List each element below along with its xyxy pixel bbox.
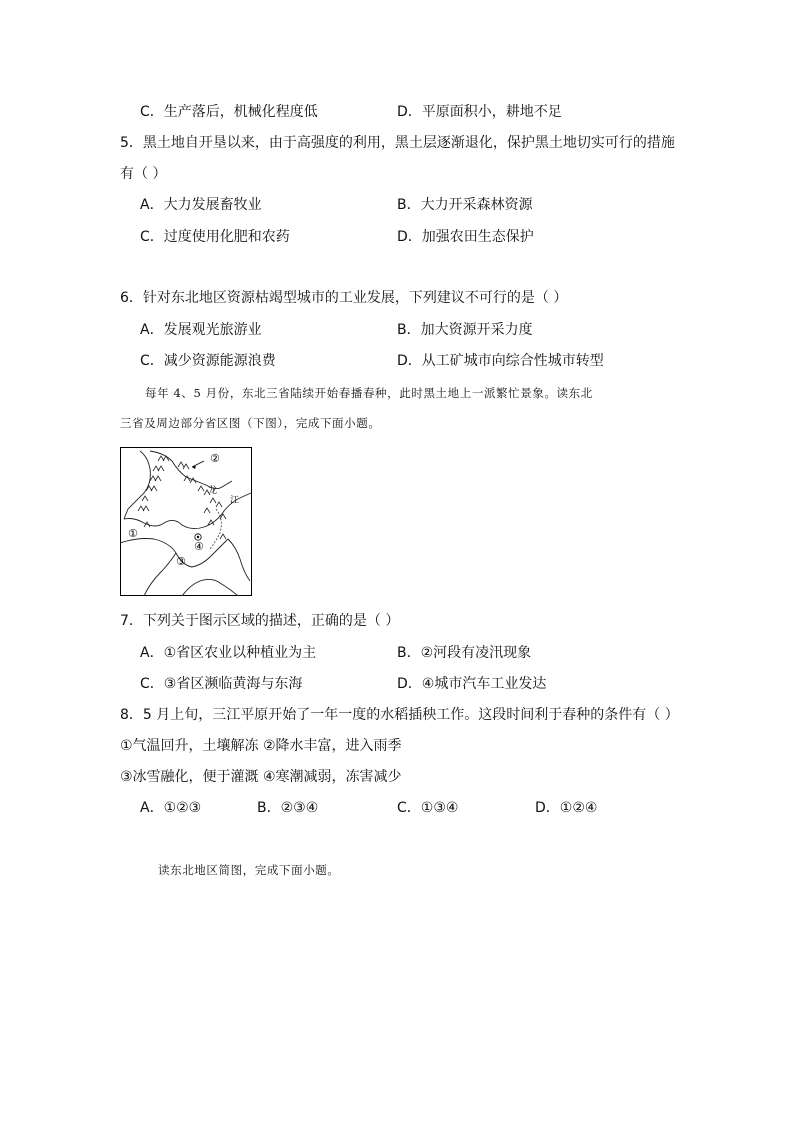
map-text-long: 龙 (208, 486, 218, 496)
q5-option-a: A．大力发展畜牧业 (140, 197, 262, 213)
q6-option-b: B．加大资源开采力度 (397, 322, 533, 338)
q7-option-b: B．②河段有凌汛现象 (397, 645, 532, 661)
q5-stem-line2: 有（ ） (120, 166, 167, 182)
q6-stem: 6．针对东北地区资源枯竭型城市的工业发展，下列建议不可行的是（ ） (120, 290, 568, 306)
q5-option-d: D．加强农田生态保护 (397, 229, 534, 245)
q7-option-a: A．①省区农业以种植业为主 (140, 645, 317, 661)
q4-option-c: C．生产落后，机械化程度低 (140, 104, 318, 120)
q8-conditions-line2: ③冰雪融化，便于灌溉 ④寒潮减弱，冻害减少 (120, 769, 402, 785)
q5-option-c: C．过度使用化肥和农药 (140, 229, 290, 245)
map-label-1: ① (128, 527, 138, 540)
q5-stem-line1: 5．黑土地自开垦以来，由于高强度的利用，黑土层逐渐退化，保护黑土地切实可行的措施 (120, 135, 675, 151)
intro-line1: 每年 4、5 月份，东北三省陆续开始春播春种，此时黑土地上一派繁忙景象。读东北 (145, 386, 593, 400)
q6-option-d: D．从工矿城市向综合性城市转型 (397, 353, 604, 369)
q8-option-b: B．②③④ (257, 800, 319, 816)
map-label-3: ③ (176, 555, 186, 568)
q5-option-b: B．大力开采森林资源 (397, 197, 533, 213)
q8-conditions-line1: ①气温回升，土壤解冻 ②降水丰富，进入雨季 (120, 738, 402, 754)
northeast-map-figure (120, 447, 252, 596)
q7-option-d: D．④城市汽车工业发达 (397, 676, 547, 692)
q4-option-d: D．平原面积小，耕地不足 (397, 104, 562, 120)
map-text-jiang: 江 (230, 496, 240, 506)
q7-stem: 7．下列关于图示区域的描述，正确的是（ ） (120, 613, 400, 629)
q8-stem: 8．5 月上旬，三江平原开始了一年一度的水稻插秧工作。这段时间利于春种的条件有（ ） (120, 707, 679, 723)
intro2-line: 读东北地区简图，完成下面小题。 (158, 863, 340, 877)
q6-option-a: A．发展观光旅游业 (140, 322, 262, 338)
q7-option-c: C．③省区濒临黄海与东海 (140, 676, 303, 692)
map-label-4: ④ (194, 540, 204, 553)
map-label-2: ② (210, 452, 220, 465)
q8-option-c: C．①③④ (397, 800, 459, 816)
q8-option-d: D．①②④ (535, 800, 598, 816)
q8-option-a: A．①②③ (140, 800, 202, 816)
intro-line2: 三省及周边部分省区图（下图），完成下面小题。 (120, 416, 381, 430)
q6-option-c: C．减少资源能源浪费 (140, 353, 276, 369)
